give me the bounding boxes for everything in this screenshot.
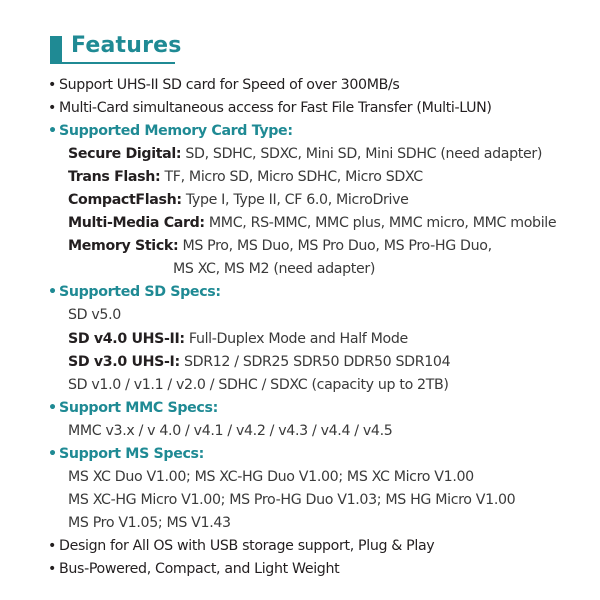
- bullet-icon: •: [48, 100, 57, 117]
- spec-row: [48, 189, 588, 212]
- spec-line: MS XC-HG Micro V1.00; MS Pro-HG Duo V1.03; MS HG Micro V1.00: [68, 491, 516, 508]
- spec-key: CompactFlash:: [68, 192, 182, 209]
- spec-key: Trans Flash:: [68, 169, 161, 186]
- section-heading-text: Support MS Specs:: [59, 445, 204, 462]
- bullet-icon: •: [48, 399, 57, 416]
- spec-continuation: MS XC, MS M2 (need adapter): [173, 261, 376, 278]
- feature-text: Bus-Powered, Compact, and Light Weight: [59, 560, 340, 577]
- bullet-icon: •: [48, 77, 57, 93]
- section-heading-text: Support MMC Specs:: [59, 399, 218, 416]
- feature-text: Design for All OS with USB storage support, Plug & Play: [59, 537, 435, 554]
- spec-line: SD v1.0 / v1.1 / v2.0 / SDHC / SDXC (capacity up to 2TB): [68, 376, 449, 393]
- bullet-icon: •: [48, 445, 57, 462]
- spec-line: MS Pro V1.05; MS V1.43: [68, 514, 231, 531]
- spec-key: SD v3.0 UHS-I:: [68, 353, 180, 370]
- bullet-icon: •: [48, 284, 57, 301]
- spec-line: SD v5.0: [68, 307, 121, 324]
- spec-value: SD, SDHC, SDXC, Mini SD, Mini SDHC (need adapter): [181, 146, 543, 163]
- feature-item: [48, 535, 588, 558]
- section-heading-text: Supported Memory Card Type:: [59, 123, 293, 140]
- spec-key: SD v4.0 UHS-II:: [68, 330, 185, 347]
- spec-value: MS Pro, MS Duo, MS Pro Duo, MS Pro-HG Duo,: [178, 238, 492, 255]
- feature-text: Multi-Card simultaneous access for Fast File Transfer (Multi-LUN): [59, 100, 492, 117]
- spec-row: [48, 212, 588, 235]
- spec-key: Memory Stick:: [68, 238, 179, 255]
- section-heading-text: Supported SD Specs:: [59, 284, 221, 301]
- spec-value: SDR12 / SDR25 SDR50 DDR50 SDR104: [179, 353, 451, 370]
- spec-value: Type I, Type II, CF 6.0, MicroDrive: [181, 192, 409, 209]
- spec-row: [48, 166, 588, 189]
- section-heading-sd-specs: [48, 281, 588, 304]
- bullet-icon: •: [48, 537, 57, 554]
- feature-item: [48, 558, 588, 581]
- spec-row: [48, 351, 588, 374]
- spec-line: MMC v3.x / v 4.0 / v4.1 / v4.2 / v4.3 / v4.4 / v4.5: [68, 422, 393, 439]
- section-heading-mmc-specs: [48, 397, 588, 420]
- header-accent-bar: [50, 36, 62, 64]
- spec-value: MMC, RS-MMC, MMC plus, MMC micro, MMC mobile: [204, 215, 557, 232]
- spec-value: Full-Duplex Mode and Half Mode: [184, 330, 408, 347]
- spec-key: Secure Digital:: [68, 146, 182, 163]
- page-title: Features: [71, 33, 182, 58]
- feature-item: [48, 97, 588, 120]
- spec-row: [48, 235, 588, 258]
- spec-line: MS XC Duo V1.00; MS XC-HG Duo V1.00; MS XC Micro V1.00: [68, 468, 474, 485]
- spec-row: [48, 143, 588, 166]
- bullet-icon: •: [48, 560, 57, 577]
- feature-item: [48, 74, 588, 97]
- features-list: [48, 74, 588, 581]
- features-header: [50, 33, 182, 64]
- spec-row: [48, 328, 588, 351]
- section-heading-ms-specs: [48, 443, 588, 466]
- section-heading-memory-card: [48, 120, 588, 143]
- bullet-icon: •: [48, 123, 57, 140]
- feature-text: Support UHS-II SD card for Speed of over 300MB/s: [59, 77, 400, 93]
- spec-value: TF, Micro SD, Micro SDHC, Micro SDXC: [160, 169, 423, 186]
- spec-key: Multi-Media Card:: [68, 215, 205, 232]
